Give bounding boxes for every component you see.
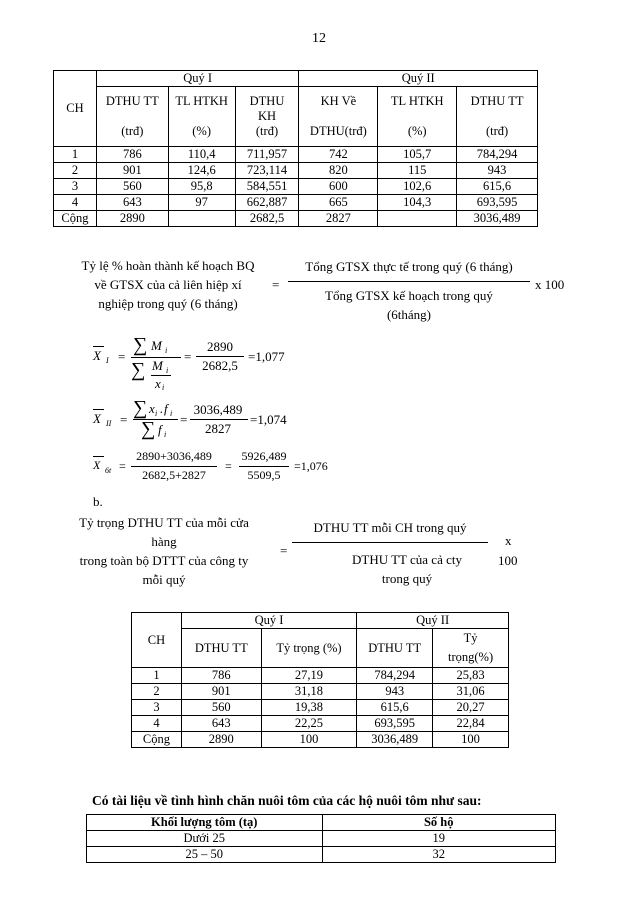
table-row [132, 684, 509, 700]
table-cell: Cộng [132, 732, 182, 748]
table-cell: 615,6 [357, 700, 433, 716]
table-cell: 95,8 [168, 179, 235, 195]
table-row [87, 847, 556, 863]
table-cell: 2 [132, 684, 182, 700]
table-cell: 2827 [299, 211, 378, 227]
formula1-numerator: Tổng GTSX thực tế trong quý (6 tháng) [305, 259, 513, 274]
table-cell: 600 [299, 179, 378, 195]
header-ch: CH [132, 613, 182, 668]
x-bar-symbol: X [93, 348, 101, 363]
table-cell: 3 [132, 700, 182, 716]
sum-icon: ∑ [133, 397, 148, 419]
table-cell: 100 [433, 732, 509, 748]
table-cell: 711,957 [235, 147, 299, 163]
table-cell: 20,27 [433, 700, 509, 716]
header-kh-ve-dthu: KH Về DTHU(trđ) [299, 87, 378, 147]
table-cell: 19,38 [261, 700, 357, 716]
table-cell: 560 [96, 179, 168, 195]
table-cell: 820 [299, 163, 378, 179]
table-row [54, 163, 538, 179]
formula1-equals: = [272, 277, 280, 292]
table-cell: 22,84 [433, 716, 509, 732]
header-quarter-2: Quý II [299, 71, 538, 87]
table-row [54, 179, 538, 195]
table-row [132, 716, 509, 732]
header-ty-trong-q1: Tỷ trọng (%) [261, 629, 357, 668]
header-dthu-tt-q2: DTHU TT [357, 629, 433, 668]
table-row [87, 831, 556, 847]
table-cell: 2890 [96, 211, 168, 227]
header-quarter-1: Quý I [96, 71, 299, 87]
table-cell: 2682,5 [235, 211, 299, 227]
header-dthu-tt-q1: DTHU TT (trđ) [96, 87, 168, 147]
table-cell: 943 [457, 163, 538, 179]
section-b-label: b. [93, 494, 103, 509]
formula2-equals: = [280, 543, 288, 558]
table-cell: 784,294 [357, 668, 433, 684]
table-cell: 1 [54, 147, 97, 163]
table-cell: 22,25 [261, 716, 357, 732]
table-cell: 584,551 [235, 179, 299, 195]
table-cell: 19 [322, 831, 555, 847]
header-quarter-2: Quý II [357, 613, 509, 629]
table-row [132, 668, 509, 684]
table-cell: 124,6 [168, 163, 235, 179]
table-cell: 693,595 [457, 195, 538, 211]
shrimp-intro-heading: Có tài liệu về tình hình chăn nuôi tôm của các hộ nuôi tôm như sau: [92, 793, 482, 808]
table-cell: 723,114 [235, 163, 299, 179]
header-dthu-tt-q2: DTHU TT (trđ) [457, 87, 538, 147]
formula1-denominator: Tổng GTSX kế hoạch trong quý (6tháng) [325, 288, 493, 322]
table-cell [378, 211, 457, 227]
table-cell: 4 [54, 195, 97, 211]
sum-icon: ∑ [131, 359, 146, 381]
table-cell: 560 [181, 700, 261, 716]
table-row [132, 700, 509, 716]
table-cell: 32 [322, 847, 555, 863]
table-cell: 943 [357, 684, 433, 700]
formula2-label: Tỷ trọng DTHU TT của mỗi cửa hàng trong toàn bộ DTTT của công ty mỗi quý [79, 515, 249, 587]
table-cell: 100 [261, 732, 357, 748]
header-dthu-kh: DTHU KH (trđ) [235, 87, 299, 147]
formula1-multiplier: x 100 [535, 277, 565, 292]
table-row [132, 732, 509, 748]
table-cell: 742 [299, 147, 378, 163]
table-cell: 3036,489 [357, 732, 433, 748]
table-cell: Cộng [54, 211, 97, 227]
table-row [54, 195, 538, 211]
table-cell: 643 [181, 716, 261, 732]
table-cell: 693,595 [357, 716, 433, 732]
table-row [54, 147, 538, 163]
header-khoi-luong-tom: Khối lượng tôm (tạ) [87, 815, 323, 831]
header-ch: CH [54, 71, 97, 147]
x-bar-symbol: X [93, 411, 101, 426]
table-row [54, 211, 538, 227]
header-dthu-tt-q1: DTHU TT [181, 629, 261, 668]
table-cell: 115 [378, 163, 457, 179]
sum-icon: ∑ [141, 418, 156, 440]
table-cell: 25 – 50 [87, 847, 323, 863]
table-cell: 2 [54, 163, 97, 179]
table-cell: 786 [96, 147, 168, 163]
sum-icon: ∑ [133, 334, 148, 356]
header-ty-trong-q2: Tỷ trọng(%) [433, 629, 509, 668]
table-cell: 901 [96, 163, 168, 179]
table-cell: 31,18 [261, 684, 357, 700]
table-cell: Dưới 25 [87, 831, 323, 847]
formula2-denominator: DTHU TT của cả cty trong quý [352, 552, 462, 586]
formula2-mult-100: 100 [498, 553, 518, 568]
table-cell: 665 [299, 195, 378, 211]
table-cell: 662,887 [235, 195, 299, 211]
x-bar-symbol: X [93, 458, 101, 472]
formula2-mult-x: x [505, 533, 512, 548]
table-cell: 31,06 [433, 684, 509, 700]
header-tl-htkh-q2: TL HTKH (%) [378, 87, 457, 147]
formula1-label: Tỷ lệ % hoàn thành kế hoạch BQ về GTSX của cả liên hiệp xí nghiệp trong quý (6 tháng) [81, 258, 255, 311]
table-cell: 3 [54, 179, 97, 195]
table-cell: 97 [168, 195, 235, 211]
table-cell: 1 [132, 668, 182, 684]
header-quarter-1: Quý I [181, 613, 356, 629]
table-cell: 27,19 [261, 668, 357, 684]
formula1-fraction-bar [288, 281, 530, 282]
table-cell: 105,7 [378, 147, 457, 163]
table-revenue-plan [53, 70, 538, 227]
table-cell: 4 [132, 716, 182, 732]
table-revenue-share [131, 612, 509, 748]
table-cell [168, 211, 235, 227]
table-shrimp-farming [86, 814, 556, 863]
table-cell: 110,4 [168, 147, 235, 163]
table-cell: 3036,489 [457, 211, 538, 227]
table-cell: 25,83 [433, 668, 509, 684]
table-cell: 102,6 [378, 179, 457, 195]
table-cell: 104,3 [378, 195, 457, 211]
table-cell: 784,294 [457, 147, 538, 163]
table-cell: 615,6 [457, 179, 538, 195]
table-cell: 643 [96, 195, 168, 211]
table-cell: 901 [181, 684, 261, 700]
header-tl-htkh-q1: TL HTKH (%) [168, 87, 235, 147]
table-cell: 786 [181, 668, 261, 684]
page-number: 12 [312, 31, 326, 46]
table-cell: 2890 [181, 732, 261, 748]
formula2-numerator: DTHU TT mỗi CH trong quý [313, 520, 467, 535]
formula2-fraction-bar [292, 542, 488, 543]
header-so-ho: Số hộ [322, 815, 555, 831]
